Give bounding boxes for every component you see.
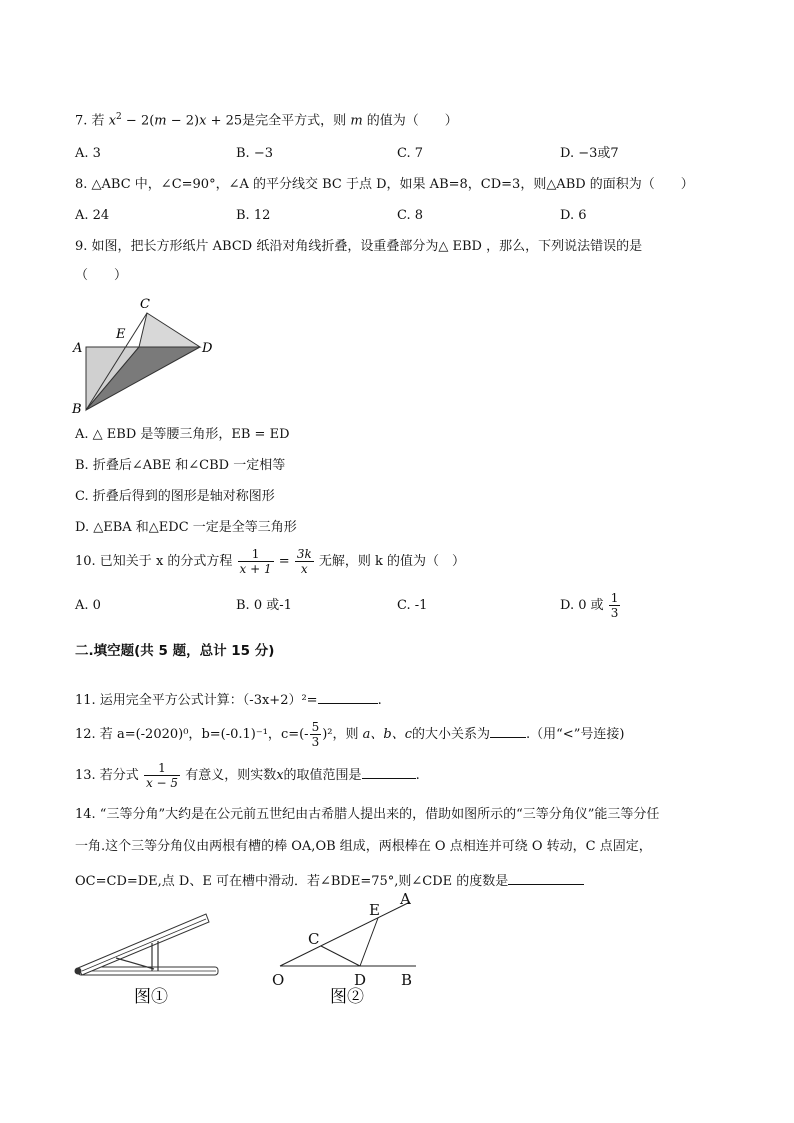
q7-option-a: A. 3 [75, 146, 101, 161]
label-a: A [400, 890, 411, 908]
trisector-geometry-figure [268, 890, 428, 1008]
q10-option-c: C. -1 [397, 598, 428, 613]
q9-option-c: C. 折叠后得到的图形是轴对称图形 [75, 489, 275, 504]
label-o: O [272, 971, 285, 989]
q8-stem: 8. △ABC 中，∠C=90°，∠A 的平分线交 BC 于点 D，如果 AB=8，CD=3，则△ABD 的面积为（ ） [75, 177, 694, 192]
q7-option-b: B. −3 [236, 146, 273, 161]
q14-line-1: 14. “三等分角”大约是在公元前五世纪由古希腊人提出来的，借助如图所示的“三等分角仪”能三等分任 [75, 807, 660, 822]
label-e: E [116, 327, 126, 342]
label-c: C [308, 930, 320, 948]
label-d: D [354, 971, 367, 989]
label-d: D [202, 341, 213, 356]
q7-option-d: D. −3或7 [560, 146, 619, 161]
section-title: 二.填空题(共 5 题，总计 15 分) [75, 643, 275, 659]
q13-answer-blank[interactable] [362, 764, 416, 779]
q9-option-d: D. △EBA 和△EDC 一定是全等三角形 [75, 520, 297, 535]
label-e: E [369, 901, 380, 919]
q8-option-a: A. 24 [75, 208, 110, 223]
label-b: B [72, 402, 82, 417]
label-b: B [401, 971, 413, 989]
q14-line-2: 一角.这个三等分角仪由两根有槽的棒 OA,OB 组成，两根棒在 O 点相连并可绕 O 转动，C 点固定， [75, 839, 652, 854]
label-a: A [73, 341, 83, 356]
q12-stem: 12. 若 a=(-2020)⁰，b=(-0.1)⁻¹，c=(- $\frac{5}{3}$ )²，则 a、b、c的大小关系为 .（用“<”号连接) [75, 720, 625, 749]
fig1-caption: 图① [134, 987, 168, 1007]
trisector-device-figure [70, 905, 230, 1010]
q9-option-a: A. △ EBD 是等腰三角形，EB = ED [75, 427, 290, 442]
q14-answer-blank[interactable] [508, 870, 584, 885]
triangle-ecd [139, 313, 200, 347]
q10-option-d: D. 0 或 $\frac{1}{3}$ [560, 591, 619, 620]
q12-answer-blank[interactable] [490, 723, 526, 738]
q11-answer-blank[interactable] [318, 689, 378, 704]
q10-option-a: A. 0 [75, 598, 101, 613]
q9-stem: 9. 如图，把长方形纸片 ABCD 纸沿对角线折叠，设重叠部分为△ EBD ，那么，下列说法错误的是 [75, 239, 643, 254]
q14-line-3: OC=CD=DE,点 D、E 可在槽中滑动．若∠BDE=75°,则∠CDE 的度数是 [75, 870, 584, 891]
q10-stem: 10. 已知关于 x 的分式方程 $\frac{1}{x + 1}$ = $\frac{3k}{x}$ 无解，则 k 的值为（ ） [75, 547, 466, 576]
q9-fold-figure [62, 292, 232, 420]
q8-option-d: D. 6 [560, 208, 587, 223]
q9-paren: （ ） [75, 268, 128, 283]
q8-option-b: B. 12 [236, 208, 271, 223]
label-c: C [140, 297, 150, 312]
q8-option-c: C. 8 [397, 208, 424, 223]
q7-stem: 7. 若 $x^2 - 2(m - 2)x + 25$是完全平方式，则 m 的值为（ ） [75, 112, 458, 129]
q10-option-b: B. 0 或-1 [236, 598, 292, 613]
q11-stem: 11. 运用完全平方公式计算：（-3x+2）²= . [75, 689, 382, 710]
q13-stem: 13. 若分式 $\frac{1}{x - 5}$ 有意义，则实数x的取值范围是 . [75, 761, 420, 790]
q9-option-b: B. 折叠后∠ABE 和∠CBD 一定相等 [75, 458, 286, 473]
fig2-caption: 图② [330, 987, 364, 1007]
q7-option-c: C. 7 [397, 146, 424, 161]
